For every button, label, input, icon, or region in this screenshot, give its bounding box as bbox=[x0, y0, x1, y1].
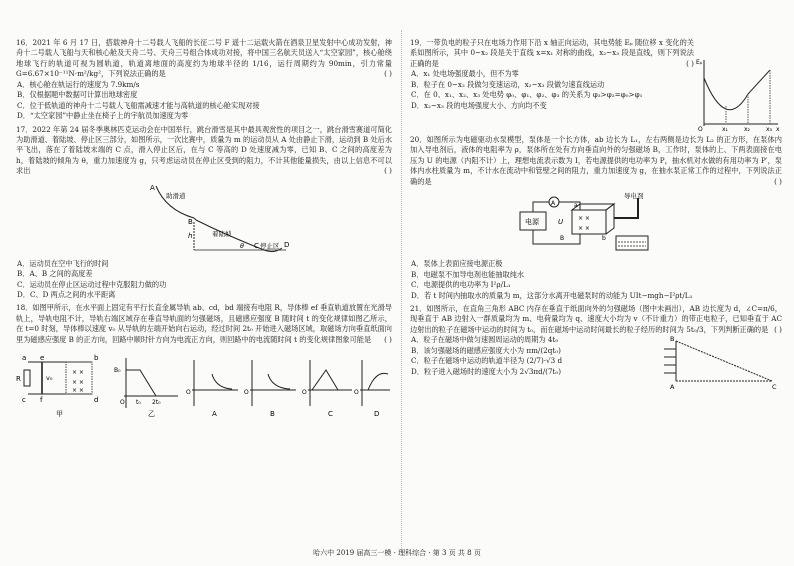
voltage-label: U bbox=[558, 218, 564, 227]
label-r: R bbox=[16, 375, 21, 384]
answer-paren: ( ) bbox=[774, 324, 782, 334]
label-x1: x₁ bbox=[722, 126, 728, 132]
answer-paren: ( ) bbox=[774, 176, 782, 186]
label-2t0: 2t₀ bbox=[152, 399, 161, 407]
question-19-stem: 19．一带负电的粒子只在电场力作用下沿 x 轴正向运动，其电势能 Eₚ 随位移 x 变化的关系如图所示，其中 0~x₂ 段是关于直线 x=x₁ 对称的曲线，x₂~x₃ 段是直线，则下列说法正确的是 ( ) bbox=[410, 38, 694, 68]
option-d: D．x₂~x₃ 段的电场强度大小、方向均不变 bbox=[411, 100, 547, 110]
svg-text:O: O bbox=[302, 389, 307, 397]
svg-text:× ×: × × bbox=[578, 225, 590, 233]
caption-d: D bbox=[374, 410, 380, 419]
pump-diagram bbox=[410, 190, 782, 256]
caption-a: A bbox=[212, 410, 217, 419]
question-19 bbox=[410, 38, 782, 132]
run-in-track bbox=[156, 186, 194, 218]
graph-d bbox=[354, 360, 390, 418]
svg-text:× ×: × × bbox=[72, 379, 84, 387]
q18-graphs bbox=[16, 348, 392, 420]
caption-b: B bbox=[270, 410, 275, 419]
b-t-graph bbox=[114, 358, 178, 418]
option-c: C．位于低轨道的神舟十二号载人飞船需减速才能与高轨道的核心舱实现对接 bbox=[17, 100, 260, 110]
answer-paren: ( ) bbox=[686, 58, 694, 68]
label-x3: x₃ bbox=[766, 126, 772, 132]
vertex-a: A bbox=[670, 383, 675, 392]
label-a: a bbox=[22, 354, 27, 363]
column-divider bbox=[401, 30, 402, 550]
question-21-stem: 21．如图所示，在直角三角形 ABC 内存在垂直于纸面向外的匀强磁场（图中未画出），AB 边长度为 d，∠C=π/6，现垂直于 AB 边射入一群质量均为 m、电荷量均为 q、速度大小均为 v（不计重力）的带正电粒子，已知垂直于 AC 边射出的粒子在磁场中运动的时间为 t₀，而在磁场中运动时间最长的粒子经历的时间为 5t₀/3，下列判断正确的是 ( ) bbox=[410, 303, 782, 334]
point-d-label: D bbox=[284, 240, 290, 249]
question-16 bbox=[16, 38, 392, 122]
point-b-label: B bbox=[188, 217, 193, 226]
svg-text:× ×: × × bbox=[72, 387, 84, 395]
option-b: B．A、B 之间的高度差 bbox=[17, 269, 93, 279]
label-b: b bbox=[602, 235, 606, 243]
axis-ep: Eₚ bbox=[696, 59, 703, 66]
axis-origin: O bbox=[698, 126, 703, 132]
vertex-b: B bbox=[670, 335, 675, 344]
ski-jump-figure bbox=[16, 180, 392, 256]
caption-yi: 乙 bbox=[148, 410, 155, 419]
option-c: C．在 0、x₁、x₂、x₃ 处电势 φ₀、φ₁、φ₂、φ₃ 的关系为 φ₃>φ₂=φ₀>φ₁ bbox=[411, 90, 643, 100]
question-20 bbox=[410, 135, 782, 301]
question-21 bbox=[410, 304, 782, 391]
graph-row bbox=[16, 348, 392, 420]
landing-slope-label: 着陆坡 bbox=[212, 229, 232, 238]
label-c: c bbox=[22, 396, 26, 405]
ski-jump-diagram bbox=[16, 180, 392, 256]
label-field: B bbox=[560, 235, 565, 243]
option-a: A．粒子在磁场中做匀速圆周运动的周期为 4t₀ bbox=[411, 335, 559, 345]
water-tank bbox=[616, 236, 648, 250]
rail-diagram bbox=[16, 354, 99, 418]
label-x2: x₂ bbox=[744, 126, 750, 132]
question-16-stem: 16．2021 年 6 月 17 日，搭载神舟十二号载人飞船的长征二号 F 遥十二运载火箭在酒泉卫星发射中心成功发射，神舟十二号载人飞船与天和核心舱及天舟二号、天舟三号组合体成功对接，将中国三名航天员送入“太空家园”，核心舱绕地球飞行的轨道可视为圆轨道，轨道离地面的高度约为地球半径的 1/16，运行周期约为 90min，引力常量 G=6.67×10⁻¹¹N·m²/kg²，下列说法正确的是 ( ) bbox=[16, 38, 392, 79]
graph-a bbox=[186, 360, 238, 418]
label-e: e bbox=[40, 354, 45, 363]
label-d: d bbox=[94, 396, 99, 405]
right-column bbox=[410, 38, 782, 394]
option-c: C．粒子在磁场中运动的轨道半径为 (2/7)·√3 d bbox=[411, 356, 563, 366]
option-b: B．该匀强磁场的磁感应强度大小为 πm/(2qt₀) bbox=[411, 345, 561, 355]
label-b: b bbox=[94, 354, 99, 363]
height-label: h bbox=[188, 231, 193, 240]
graph-b bbox=[244, 360, 296, 418]
conductor-label: 导电剂 bbox=[624, 192, 644, 201]
option-a: A．运动员在空中飞行的时间 bbox=[17, 258, 109, 268]
option-c: C．运动员在停止区运动过程中克服阻力做的功 bbox=[17, 279, 167, 289]
label-a: a bbox=[574, 202, 578, 210]
vertex-c: C bbox=[772, 383, 777, 392]
option-d: D．若 t 时间内抽取水的质量为 m，这部分水离开电磁泵时的动能为 UIt−mgh−I²ρt/L₁ bbox=[411, 290, 693, 300]
label-v0: v₀ bbox=[46, 374, 53, 383]
power-label: 电源 bbox=[525, 218, 539, 227]
label-b0: B₀ bbox=[114, 367, 121, 375]
svg-text:O: O bbox=[354, 389, 359, 397]
question-20-stem: 20．如图所示为电磁驱动水泵模型，泵体是一个长方体，ab 边长为 L₁，左右两侧是边长为 L₂ 的正方形，在泵体内加入导电剂后，液体的电阻率为 ρ，泵体所在处有方向垂直向外的匀强磁场 B，工作时，泵体的上、下两表面接在电压为 U 的电源（内阻不计）上，理想电流表示数为 I，若电源提供的电功率为 P，抽水机对水做的有用功率为 P′，泵体内水柱质量为 m，不计水在流动中和管壁之间的阻力，重力加速度为 g，在抽水泵正常工作的过程中，下列说法正确的是 ( ) bbox=[410, 135, 782, 186]
question-17-stem: 17．2022 年第 24 届冬季奥林匹克运动会在中国举行，跳台滑雪是其中最具观赏性的项目之一，跳台滑雪赛道可简化为助滑道、着陆坡、停止区三部分，如图所示，一次比赛中，质量为 m 的运动员从 A 处由静止下滑，运动到 B 处后水平飞出，落在了着陆坡末端的 C 点，滑入停止区后，在与 C 等高的 D 处速度减为零，已知 B、C 之间的高度差为 h，着陆坡的倾角为 θ，重力加速度为 g，只考虑运动员在停止区受到的阻力，不计其他能量损失，由以上信息不可以求出 ( ) bbox=[16, 124, 393, 176]
question-18-stem: 18．如图甲所示，在水平面上固定有平行长直金属导轨 ab、cd，bd 端接有电阻 R，导体棒 ef 垂直轨道放置在光滑导轨上，导轨电阻不计，导轨右端区域存在垂直导轨面的匀强磁场，且磁感应强度 B 随时间 t 的变化规律如图乙所示，在 t=0 时刻，导体棒以速度 v₀ 从导轨的左端开始向右运动，经过时间 2t₀ 开始进入磁场区域，取磁场方向垂直纸面向里为磁感应强度 B 的正方向，回路中顺时针方向为电流正方向，则回路中的电流随时间 t 的变化规律图象可能是 ( ) bbox=[16, 303, 392, 344]
option-b: B．电磁泵不加导电剂也能抽取纯水 bbox=[411, 269, 525, 279]
option-d: D．粒子进入磁场时的速度大小为 2√3πd/(7t₀) bbox=[411, 366, 562, 376]
svg-text:O: O bbox=[244, 389, 249, 397]
answer-paren: ( ) bbox=[384, 166, 392, 176]
point-c-label: C bbox=[254, 241, 259, 250]
answer-paren: ( ) bbox=[384, 69, 392, 79]
option-d: D．“太空家园”中静止坐在椅子上的宇航员加速度为零 bbox=[17, 111, 189, 121]
option-d: D．C、D 两点之间的水平距离 bbox=[17, 290, 116, 299]
svg-text:× ×: × × bbox=[578, 215, 590, 223]
svg-text:× ×: × × bbox=[72, 369, 84, 377]
answer-paren: ( ) bbox=[384, 334, 392, 344]
pump-figure bbox=[410, 190, 782, 256]
run-in-label: 助滑道 bbox=[166, 191, 186, 200]
label-origin: O bbox=[120, 399, 125, 407]
label-f: f bbox=[40, 396, 43, 405]
option-b: B．粒子在 0~x₂ 段做匀变速运动，x₂~x₃ 段做匀速直线运动 bbox=[411, 79, 605, 89]
option-a: A．x₁ 处电场强度最小，但不为零 bbox=[411, 69, 519, 79]
point-a-label: A bbox=[150, 183, 155, 192]
caption-jia: 甲 bbox=[56, 410, 63, 419]
triangle-diagram bbox=[662, 335, 782, 391]
axis-x: x bbox=[776, 126, 780, 132]
option-c: C．电源提供的电功率为 I²ρ/L₁ bbox=[411, 280, 511, 290]
label-t0: t₀ bbox=[136, 399, 141, 407]
theta-label: θ bbox=[240, 241, 244, 250]
caption-c: C bbox=[328, 410, 333, 419]
stop-zone-label: 停止区 bbox=[260, 241, 280, 250]
ammeter-label: A bbox=[551, 200, 556, 208]
question-18 bbox=[16, 303, 392, 420]
option-b: B．仅根据题中数据可计算出地球密度 bbox=[17, 90, 138, 100]
option-a: A．核心舱在轨运行的速度为 7.9km/s bbox=[17, 79, 140, 89]
option-a: A．泵体上表面应接电源正极 bbox=[411, 259, 503, 269]
svg-text:O: O bbox=[186, 389, 191, 397]
question-17 bbox=[16, 125, 392, 301]
ep-x-graph bbox=[696, 56, 782, 132]
graph-c bbox=[302, 360, 352, 418]
page-footer: 哈六中 2019 届高三一模 · 理科综合 · 第 3 页 共 8 页 bbox=[313, 548, 481, 557]
left-column bbox=[16, 38, 392, 423]
